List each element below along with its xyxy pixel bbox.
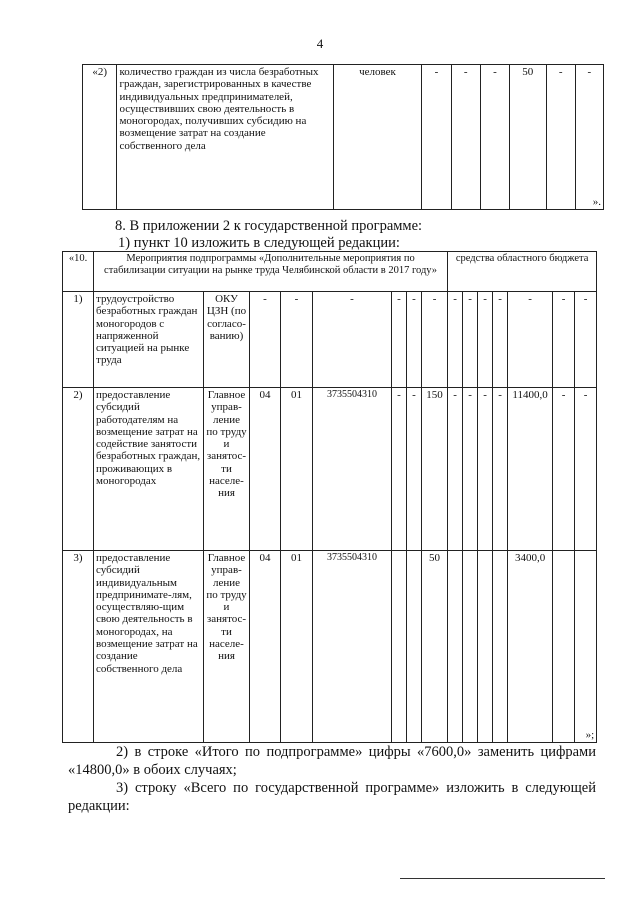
cell: 01 (281, 388, 313, 551)
cell: - (448, 388, 463, 551)
cell: - (392, 388, 407, 551)
cell (392, 551, 407, 743)
table-row (63, 388, 597, 551)
header-title: Мероприятия подпрограммы «Дополнительные мероприятия по стабилизации ситуации на рынке труда Челябинской области в 2017 году» (94, 252, 448, 292)
cell: - (407, 388, 422, 551)
cell: - (463, 388, 478, 551)
executor: ОКУ ЦЗН (по согласо-ванию) (204, 292, 250, 388)
cell: 01 (281, 551, 313, 743)
table-row (83, 65, 604, 210)
measure-name: предоставление субсидий работодателям на возмещение затрат на содействие занятости безработных граждан, проживающих в моногородах (94, 388, 204, 551)
cell: - (392, 292, 407, 388)
cell: - (451, 65, 480, 210)
table-row (63, 292, 597, 388)
cell: - (493, 388, 508, 551)
cell (478, 551, 493, 743)
last-cell (575, 65, 603, 210)
cell: - (480, 65, 509, 210)
table-row (63, 551, 597, 743)
header-number: «10. (63, 252, 94, 292)
row-number: 3) (63, 551, 94, 743)
cell: - (553, 388, 575, 551)
measure-name: предоставление субсидий индивидуальным предпринимате-лям, осуществляю-щим свою деятельность в моногородах, на возмещение затрат на создание собственного дела (94, 551, 204, 743)
cell: - (448, 292, 463, 388)
cell: - (478, 292, 493, 388)
row-number: 2) (63, 388, 94, 551)
paragraph-2: 2) в строке «Итого по подпрограмме» цифры «7600,0» заменить цифрами «14800,0» в обоих случаях; (68, 744, 596, 778)
cell: - (281, 292, 313, 388)
paragraph-1: 1) пункт 10 изложить в следующей редакции: (118, 235, 400, 251)
cell (493, 551, 508, 743)
row-number: 1) (63, 292, 94, 388)
unit: человек (333, 65, 422, 210)
closing-quote: ». (592, 195, 601, 208)
cell: - (575, 388, 597, 551)
closing-quote: »; (585, 728, 595, 741)
paragraph-8: 8. В приложении 2 к государственной программе: (115, 218, 423, 234)
cell: - (546, 65, 575, 210)
cell: 3400,0 (508, 551, 553, 743)
cell: 04 (250, 551, 281, 743)
executor: Главное управ-ление по труду и занятос-ти населе-ния (204, 551, 250, 743)
indicator-description: количество граждан из числа безработных граждан, зарегистрированных в качестве индивидуальных предпринимателей, осуществивших свою деятельность в моногородах, получивших субсидию на возмещение затрат на создание собственного дела (117, 65, 333, 210)
measure-name: трудоустройство безработных граждан моногородов с напряженной ситуацией на рынке труда (94, 292, 204, 388)
cell (463, 551, 478, 743)
cell: 3735504310 (313, 551, 392, 743)
cell (407, 551, 422, 743)
cell: - (463, 292, 478, 388)
program-table (62, 251, 597, 743)
cell: - (508, 292, 553, 388)
cell (448, 551, 463, 743)
cell: - (493, 292, 508, 388)
executor: Главное управ-ление по труду и занятос-ти населе-ния (204, 388, 250, 551)
cell: - (553, 292, 575, 388)
cell: 50 (422, 551, 448, 743)
cell (553, 551, 575, 743)
cell: 11400,0 (508, 388, 553, 551)
cell: 3735504310 (313, 388, 392, 551)
cell: - (422, 65, 451, 210)
paragraph-3: 3) строку «Всего по государственной программе» изложить в следующей редакции: (68, 780, 596, 814)
cell: - (407, 292, 422, 388)
cell: - (250, 292, 281, 388)
header-funds: средства областного бюджета (448, 252, 597, 292)
cell: 150 (422, 388, 448, 551)
target-value: 50 (510, 65, 547, 210)
cell: - (575, 292, 597, 388)
cell: - (422, 292, 448, 388)
cell: - (587, 66, 592, 78)
cell: - (478, 388, 493, 551)
last-cell (575, 551, 597, 743)
footer-rule (400, 878, 605, 879)
indicator-table (82, 64, 604, 210)
row-number: «2) (83, 65, 117, 210)
page-number: 4 (316, 36, 324, 51)
cell: 04 (250, 388, 281, 551)
cell: - (313, 292, 392, 388)
table-header (63, 252, 597, 292)
